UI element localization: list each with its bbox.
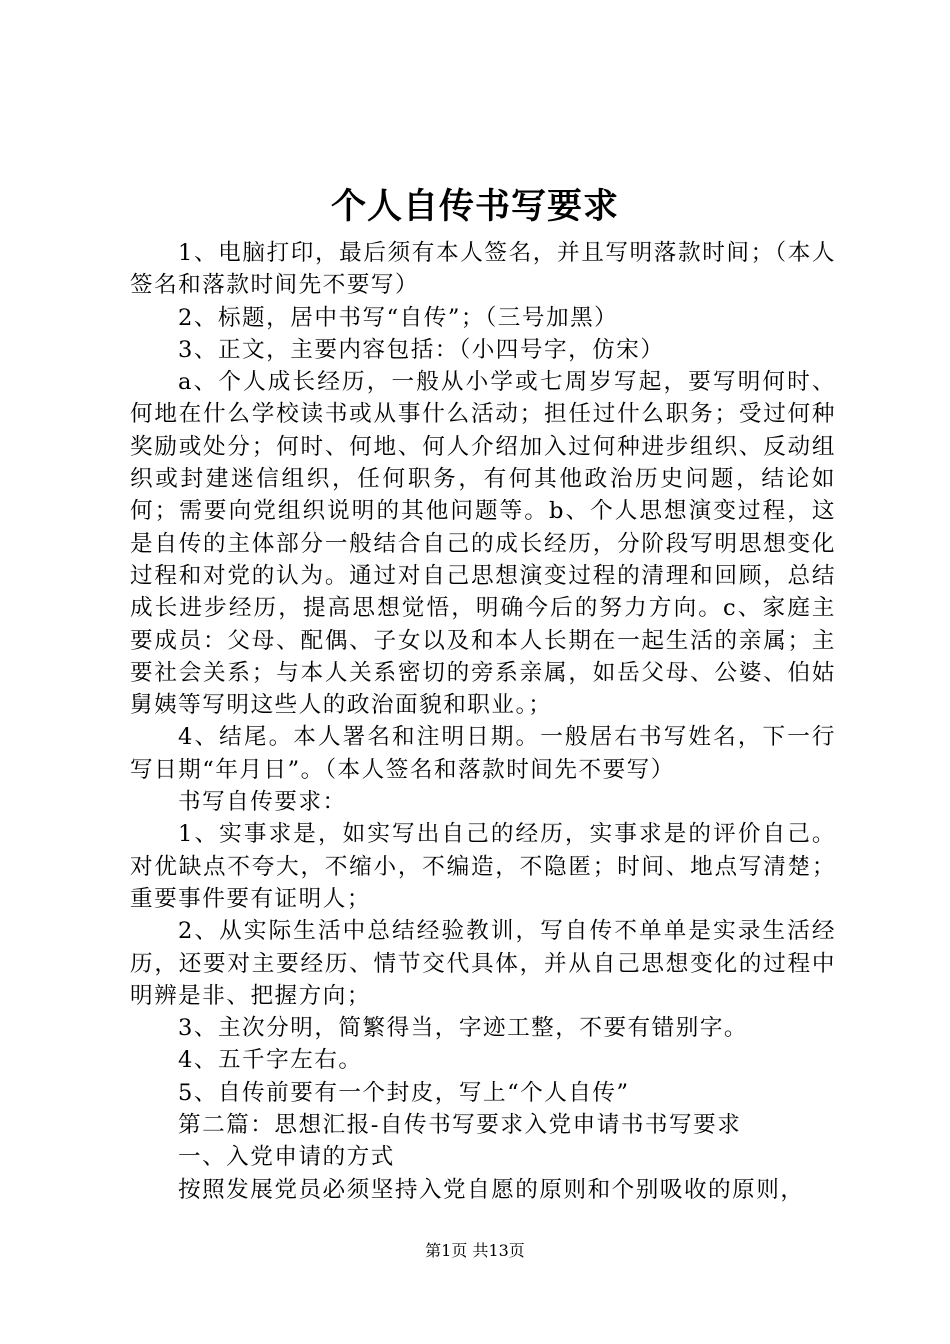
paragraph: 第二篇：思想汇报-自传书写要求入党申请书书写要求: [178, 1112, 742, 1139]
paragraph: 3、主次分明，简繁得当，字迹工整，不要有错别字。: [178, 1015, 749, 1042]
paragraph: a、个人成长经历，一般从小学或七周岁写起，要写明何时、何地在什么学校读书或从事什么活动；担任过什么职务；受过何种奖励或处分；何时、何地、何人介绍加入过何种进步组织、反动组织或封建迷信组织，任何职务，有何其他政治历史问题，结论如何；需要向党组织说明的其他问题等。b、个人思想演变过程，这是自传的主体部分一般结合自己的成长经历，分阶段写明思想变化过程和对党的认为。通过对自己思想演变过程的清理和回顾，总结成长进步经历，提高思想觉悟，明确今后的努力方向。c、家庭主要成员：父母、配偶、子女以及和本人长期在一起生活的亲属；主要社会关系；与本人关系密切的旁系亲属，如岳父母、公婆、伯姑舅姨等写明这些人的政治面貌和职业。；: [130, 369, 836, 719]
paragraph: 书写自传要求：: [178, 789, 347, 816]
paragraph: 4、五千字左右。: [178, 1047, 363, 1074]
paragraph: 1、电脑打印，最后须有本人签名，并且写明落款时间；（本人签名和落款时间先不要写）: [130, 240, 836, 299]
paragraph: 2、标题，居中书写“自传”；（三号加黑）: [178, 304, 619, 331]
paragraph: 一、入党申请的方式: [178, 1144, 395, 1171]
paragraph: 4、结尾。本人署名和注明日期。一般居右书写姓名，下一行写日期“年月日”。（本人签名和落款时间先不要写）: [130, 724, 836, 783]
document-body: [130, 237, 836, 1206]
paragraph: 5、自传前要有一个封皮，写上“个人自传”: [178, 1079, 630, 1106]
document-title: 个人自传书写要求: [330, 186, 619, 227]
paragraph: 3、正文，主要内容包括：（小四号字，仿宋）: [178, 336, 665, 363]
paragraph: 2、从实际生活中总结经验教训，写自传不单单是实录生活经历，还要对主要经历、情节交代具体，并从自己思想变化的过程中明辨是非、把握方向；: [130, 918, 836, 1009]
paragraph: 按照发展党员必须坚持入党自愿的原则和个别吸收的原则，: [178, 1176, 805, 1203]
paragraph: 1、实事求是，如实写出自己的经历，实事求是的评价自己。对优缺点不夸大，不缩小，不编造，不隐匿；时间、地点写清楚；重要事件要有证明人；: [130, 821, 836, 912]
page-footer: 第1页 共13页: [425, 1241, 525, 1260]
